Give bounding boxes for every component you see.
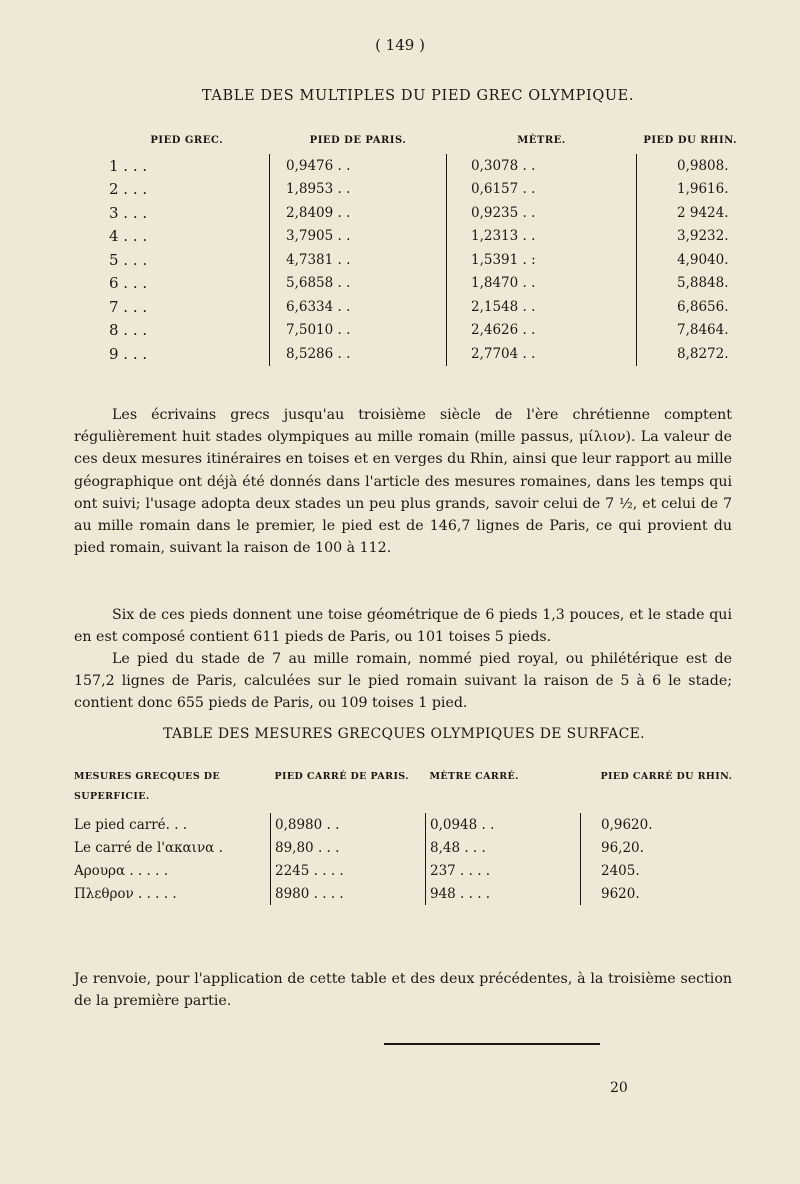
table-cell: 6,6334 . . bbox=[270, 295, 447, 319]
table-cell: 1,8470 . . bbox=[447, 272, 637, 296]
table-cell: 2,7704 . . bbox=[447, 342, 637, 366]
table-cell: 9 . . . bbox=[109, 344, 148, 363]
table-cell: 6,8656. bbox=[637, 295, 745, 319]
table-cell: 6 . . . bbox=[109, 274, 148, 293]
table-cell: 2,8409 . . bbox=[270, 201, 447, 225]
column-header: PIED DU RHIN. bbox=[643, 135, 738, 146]
table-row bbox=[104, 154, 744, 178]
column-header: PIED CARRÉ DU RHIN. bbox=[600, 771, 733, 782]
table-header-row bbox=[104, 131, 744, 154]
table-cell: 5 . . . bbox=[109, 250, 148, 269]
column-header: MÈTRE CARRÉ. bbox=[429, 771, 519, 782]
table-cell: Πλεθρον . . . . . bbox=[74, 885, 177, 902]
table-cell: 0,9808. bbox=[637, 154, 745, 178]
table-cell: 2245 . . . . bbox=[271, 859, 426, 882]
table-cell: 5,6858 . . bbox=[270, 272, 447, 296]
table-cell: 2405. bbox=[581, 859, 735, 882]
divider-rule bbox=[384, 1043, 600, 1045]
table-cell: 0,6157 . . bbox=[447, 178, 637, 202]
table-row bbox=[104, 272, 744, 296]
table-row bbox=[104, 201, 744, 225]
column-header: MESURES GRECQUES DE SUPERFICIE. bbox=[74, 771, 221, 802]
table-cell: 2,1548 . . bbox=[447, 295, 637, 319]
table-cell: 8 . . . bbox=[109, 321, 148, 340]
table-cell: 3,7905 . . bbox=[270, 225, 447, 249]
table-cell: Le carré de l'ακαινα . bbox=[74, 839, 223, 856]
table-row bbox=[104, 178, 744, 202]
table-cell: 948 . . . . bbox=[426, 882, 581, 905]
column-header: PIED CARRÉ DE PARIS. bbox=[274, 771, 409, 782]
table-cell: 8980 . . . . bbox=[271, 882, 426, 905]
table-cell: 0,3078 . . bbox=[447, 154, 637, 178]
table-header-row bbox=[74, 765, 734, 813]
table-cell: 4,7381 . . bbox=[270, 248, 447, 272]
table-cell: 2,4626 . . bbox=[447, 319, 637, 343]
table-cell: 0,9620. bbox=[581, 813, 735, 836]
table-cell: 9620. bbox=[581, 882, 735, 905]
column-header: PIED DE PARIS. bbox=[309, 135, 407, 146]
table-cell: 1,5391 . : bbox=[447, 248, 637, 272]
table-cell: 7,8464. bbox=[637, 319, 745, 343]
table-cell: 237 . . . . bbox=[426, 859, 581, 882]
table-row bbox=[104, 342, 744, 366]
column-header: MÈTRE. bbox=[517, 135, 566, 146]
table-cell: 0,0948 . . bbox=[426, 813, 581, 836]
table-cell: 7 . . . bbox=[109, 297, 148, 316]
table-cell: 4,9040. bbox=[637, 248, 745, 272]
table2-title: TABLE DES MESURES GRECQUES OLYMPIQUES DE SURFACE. bbox=[163, 726, 645, 742]
table-cell: 96,20. bbox=[581, 836, 735, 859]
table-cell: 2 . . . bbox=[109, 180, 148, 199]
table-cell: 1,2313 . . bbox=[447, 225, 637, 249]
closing-paragraph: Je renvoie, pour l'application de cette table et des deux précédentes, à la troisième section de la première partie. bbox=[74, 971, 732, 1010]
table-cell: Le pied carré. . . bbox=[74, 816, 188, 833]
table-cell: 0,9476 . . bbox=[270, 154, 447, 178]
table-cell: 0,9235 . . bbox=[447, 201, 637, 225]
table-cell: 8,5286 . . bbox=[270, 342, 447, 366]
table-cell: 7,5010 . . bbox=[270, 319, 447, 343]
column-header: PIED GREC. bbox=[150, 135, 224, 146]
table1-title: TABLE DES MULTIPLES DU PIED GREC OLYMPIQUE. bbox=[201, 88, 635, 104]
surface-table bbox=[74, 765, 734, 905]
paragraph-toise: Six de ces pieds donnent une toise géométrique de 6 pieds 1,3 pouces, et le stade qui en est composé contient 611 pieds de Paris, ou 101 toises 5 pieds. bbox=[74, 607, 732, 646]
table-row bbox=[104, 248, 744, 272]
table-cell: 2 9424. bbox=[637, 201, 745, 225]
table-cell: 0,8980 . . bbox=[271, 813, 426, 836]
table-row bbox=[74, 836, 734, 859]
table-row bbox=[74, 859, 734, 882]
table-cell: Αρουρα . . . . . bbox=[74, 862, 168, 879]
table-row bbox=[74, 813, 734, 836]
table-row bbox=[104, 319, 744, 343]
table-cell: 4 . . . bbox=[109, 227, 148, 246]
table-cell: 1,9616. bbox=[637, 178, 745, 202]
table-row bbox=[74, 882, 734, 905]
table-row bbox=[104, 295, 744, 319]
signature-mark: 20 bbox=[610, 1080, 628, 1096]
table-cell: 3 . . . bbox=[109, 203, 148, 222]
table-cell: 3,9232. bbox=[637, 225, 745, 249]
page-number: ( 149 ) bbox=[375, 36, 425, 54]
table-cell: 8,8272. bbox=[637, 342, 745, 366]
table-cell: 1 . . . bbox=[109, 156, 148, 175]
table-row bbox=[104, 225, 744, 249]
paragraph-intro: Les écrivains grecs jusqu'au troisième siècle de l'ère chrétienne comptent régulièrement huit stades olympiques au mille romain (mille passus, μίλιον). La valeur de ces deux mesures itinéraires en toises et en verges du Rhin, ainsi que leur rapport au mille géographique ont déjà été donnés dans l'article des mesures romaines, dans les temps qui ont suivi; l'usage adopta deux stades un peu plus grands, savoir celui de 7 ½, et celui de 7 au mille romain dans le premier, le pied est de 146,7 lignes de Paris, ce qui provient du pied romain, suivant la raison de 100 à 112. bbox=[74, 407, 732, 557]
table-cell: 89,80 . . . bbox=[271, 836, 426, 859]
table-cell: 1,8953 . . bbox=[270, 178, 447, 202]
multiples-table bbox=[104, 131, 744, 366]
table-cell: 5,8848. bbox=[637, 272, 745, 296]
table-cell: 8,48 . . . bbox=[426, 836, 581, 859]
paragraph-royal-foot: Le pied du stade de 7 au mille romain, nommé pied royal, ou philétérique est de 157,2 lignes de Paris, calculées sur le pied romain suivant la raison de 5 à 6 le stade; contient donc 655 pieds de Paris, ou 109 toises 1 pied. bbox=[74, 651, 732, 712]
